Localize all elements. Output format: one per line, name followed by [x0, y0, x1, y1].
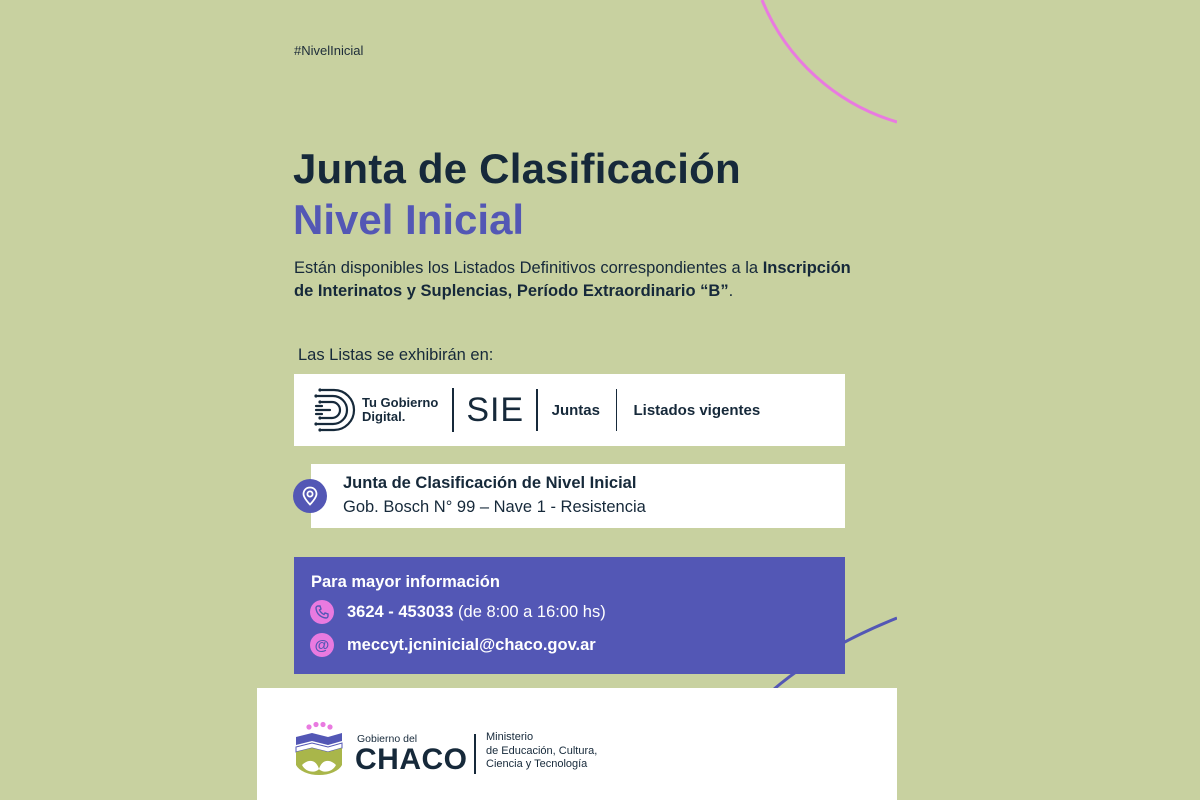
gobierno-del-text: Gobierno del	[357, 733, 418, 745]
separator	[616, 389, 618, 431]
info-title: Para mayor información	[311, 573, 500, 591]
juntas-label: Juntas	[551, 401, 600, 419]
poster	[257, 0, 897, 800]
phone-hours: (de 8:00 a 16:00 hs)	[458, 602, 606, 621]
ministerio-text	[486, 731, 597, 772]
chaco-text: CHACO	[355, 743, 468, 776]
at-icon: @	[310, 633, 334, 657]
intro-bold: Inscripción de Interinatos y Suplencias, Período Extraordinario “B”	[294, 259, 851, 300]
sie-label: SIE	[466, 390, 525, 429]
tu-gobierno-digital-text	[362, 396, 438, 424]
intro-text	[294, 257, 854, 303]
lists-label: Las Listas se exhibirán en:	[298, 346, 494, 364]
page-title: Junta de Clasificación	[293, 145, 741, 192]
footer	[257, 688, 897, 800]
phone-text[interactable]	[347, 603, 606, 622]
separator	[452, 388, 454, 432]
ministerio-line2: de Educación, Cultura,	[486, 744, 598, 757]
location-pin-icon	[293, 479, 327, 513]
email-row	[310, 633, 596, 657]
tgd-line1: Tu Gobierno	[362, 395, 439, 410]
phone-number[interactable]: 3624 - 453033	[347, 602, 454, 621]
tu-gobierno-digital-logo-icon	[314, 386, 356, 434]
address-box	[311, 464, 845, 528]
intro-end: .	[728, 282, 734, 300]
ministerio-line1: Ministerio	[486, 731, 534, 743]
footer-separator	[474, 734, 476, 774]
address-title: Junta de Clasificación de Nivel Inicial	[343, 474, 637, 492]
separator	[536, 389, 538, 431]
address-line: Gob. Bosch N° 99 – Nave 1 - Resistencia	[343, 498, 646, 516]
email-link[interactable]: meccyt.jcninicial@chaco.gov.ar	[347, 635, 596, 654]
ministerio-line3: Ciencia y Tecnología	[486, 758, 588, 770]
sie-path-bar	[294, 374, 845, 446]
phone-icon	[310, 600, 334, 624]
tgd-line2: Digital.	[362, 409, 406, 424]
contact-info-box	[294, 557, 845, 674]
chaco-logo-icon	[292, 721, 348, 779]
phone-row	[310, 600, 606, 624]
hashtag: #NivelInicial	[294, 43, 364, 58]
page-subtitle: Nivel Inicial	[293, 196, 525, 243]
listados-vigentes-label: Listados vigentes	[633, 401, 761, 419]
intro-plain: Están disponibles los Listados Definitivos correspondientes a la	[294, 259, 759, 277]
